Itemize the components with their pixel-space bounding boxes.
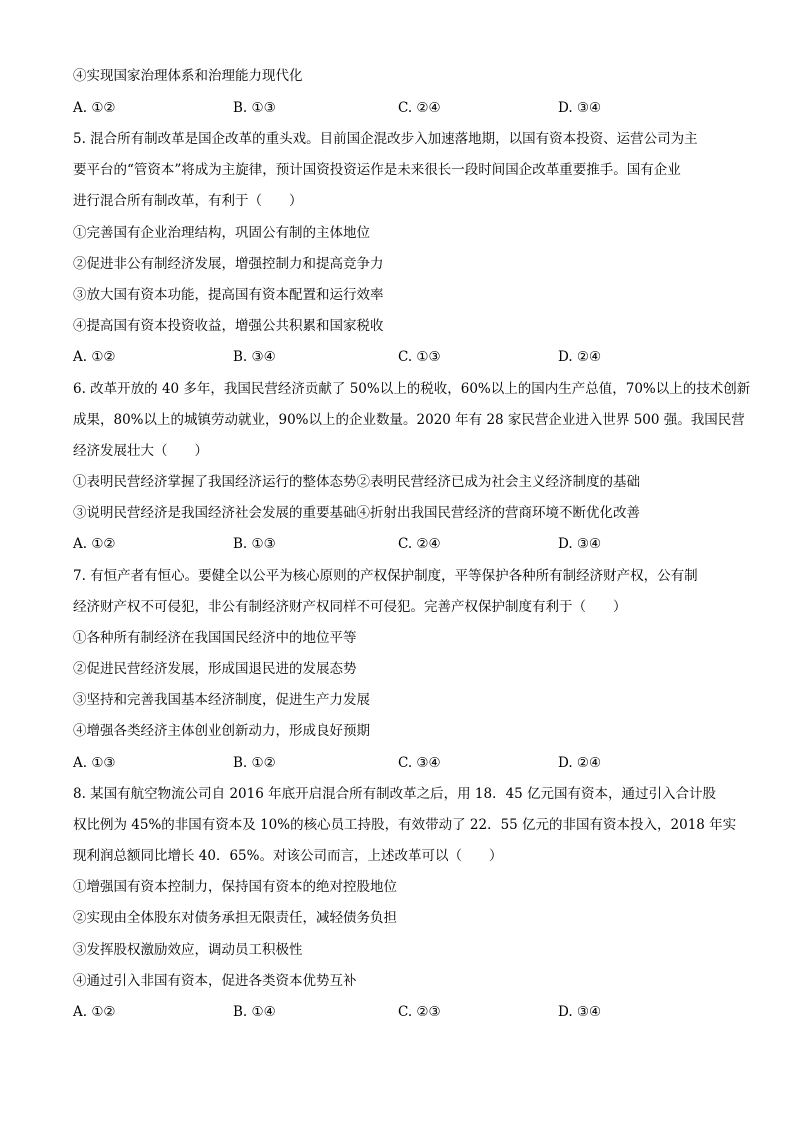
q6-option-c: C. ②④ xyxy=(398,536,441,552)
q8-stem-line-2: 权比例为 45%的非国有资本及 10%的核心员工持股，有效带动了 22．55 亿元的非国有资本投入，2018 年实 xyxy=(73,817,737,833)
q6-options xyxy=(73,535,723,553)
q5-stem-line-1: 5. 混合所有制改革是国企改革的重头戏。目前国企混改步入加速落地期，以国有资本投资、运营公司为主 xyxy=(73,131,698,147)
q8-item-3: ③发挥股权激励效应，调动员工积极性 xyxy=(73,942,303,958)
q5-stem-line-2: 要平台的“管资本”将成为主旋律，预计国资投资运作是未来很长一段时间国企改革重要推手。国有企业 xyxy=(73,162,681,178)
q8-option-d: D. ③④ xyxy=(558,1004,602,1020)
q6-stem-line-1: 6. 改革开放的 40 多年，我国民营经济贡献了 50%以上的税收，60%以上的国内生产总值，70%以上的技术创新 xyxy=(73,381,751,397)
q6-item-1: ①表明民营经济掌握了我国经济运行的整体态势②表明民营经济已成为社会主义经济制度的基础 xyxy=(73,474,640,490)
q5-stem-line-3: 进行混合所有制改革，有利于（ ） xyxy=(73,193,303,209)
q5-option-c: C. ①③ xyxy=(398,349,441,365)
q5-item-3: ③放大国有资本功能，提高国有资本配置和运行效率 xyxy=(73,287,384,303)
q5-options xyxy=(73,348,723,366)
q6-option-d: D. ③④ xyxy=(558,536,602,552)
q4-option-c: C. ②④ xyxy=(398,100,441,116)
q4-item-4: ④实现国家治理体系和治理能力现代化 xyxy=(73,68,303,84)
q7-stem-line-2: 经济财产权不可侵犯，非公有制经济财产权同样不可侵犯。完善产权保护制度有利于（ ） xyxy=(73,599,627,615)
q8-item-2: ②实现由全体股东对债务承担无限责任，减轻债务负担 xyxy=(73,910,397,926)
q5-option-b: B. ③④ xyxy=(233,349,276,365)
q8-option-b: B. ①④ xyxy=(233,1004,276,1020)
q8-stem-line-3: 现利润总额同比增长 40．65%。对该公司而言，上述改革可以（ ） xyxy=(73,848,503,864)
q7-option-b: B. ①② xyxy=(233,755,276,771)
q4-option-d: D. ③④ xyxy=(558,100,602,116)
q7-item-1: ①各种所有制经济在我国国民经济中的地位平等 xyxy=(73,630,357,646)
q8-item-1: ①增强国有资本控制力，保持国有资本的绝对控股地位 xyxy=(73,879,397,895)
q4-option-b: B. ①③ xyxy=(233,100,276,116)
q8-item-4: ④通过引入非国有资本，促进各类资本优势互补 xyxy=(73,973,357,989)
q4-option-a: A. ①② xyxy=(73,100,116,116)
q7-item-2: ②促进民营经济发展，形成国退民进的发展态势 xyxy=(73,661,357,677)
q5-option-a: A. ①② xyxy=(73,349,116,365)
q5-item-1: ①完善国有企业治理结构，巩固公有制的主体地位 xyxy=(73,225,370,241)
q6-item-2: ③说明民营经济是我国经济社会发展的重要基础④折射出我国民营经济的营商环境不断优化改善 xyxy=(73,505,640,521)
q6-option-a: A. ①② xyxy=(73,536,116,552)
q8-stem-line-1: 8. 某国有航空物流公司自 2016 年底开启混合所有制改革之后，用 18．45 亿元国有资本，通过引入合计股 xyxy=(73,786,717,802)
q7-option-d: D. ②④ xyxy=(558,755,602,771)
q7-item-3: ③坚持和完善我国基本经济制度，促进生产力发展 xyxy=(73,692,370,708)
q5-item-4: ④提高国有资本投资收益，增强公共积累和国家税收 xyxy=(73,318,384,334)
q7-option-c: C. ③④ xyxy=(398,755,441,771)
q6-stem-line-2: 成果，80%以上的城镇劳动就业，90%以上的企业数量。2020 年有 28 家民营企业进入世界 500 强。我国民营 xyxy=(73,412,745,428)
q4-options xyxy=(73,99,723,117)
q6-stem-line-3: 经济发展壮大（ ） xyxy=(73,443,208,459)
q6-option-b: B. ①③ xyxy=(233,536,276,552)
q7-stem-line-1: 7. 有恒产者有恒心。要健全以公平为核心原则的产权保护制度，平等保护各种所有制经济财产权，公有制 xyxy=(73,568,698,584)
q7-item-4: ④增强各类经济主体创业创新动力，形成良好预期 xyxy=(73,723,370,739)
q8-option-a: A. ①② xyxy=(73,1004,116,1020)
q8-option-c: C. ②③ xyxy=(398,1004,441,1020)
q7-option-a: A. ①③ xyxy=(73,755,116,771)
q5-option-d: D. ②④ xyxy=(558,349,602,365)
q8-options xyxy=(73,1003,723,1021)
q5-item-2: ②促进非公有制经济发展，增强控制力和提高竞争力 xyxy=(73,256,384,272)
q7-options xyxy=(73,754,723,772)
